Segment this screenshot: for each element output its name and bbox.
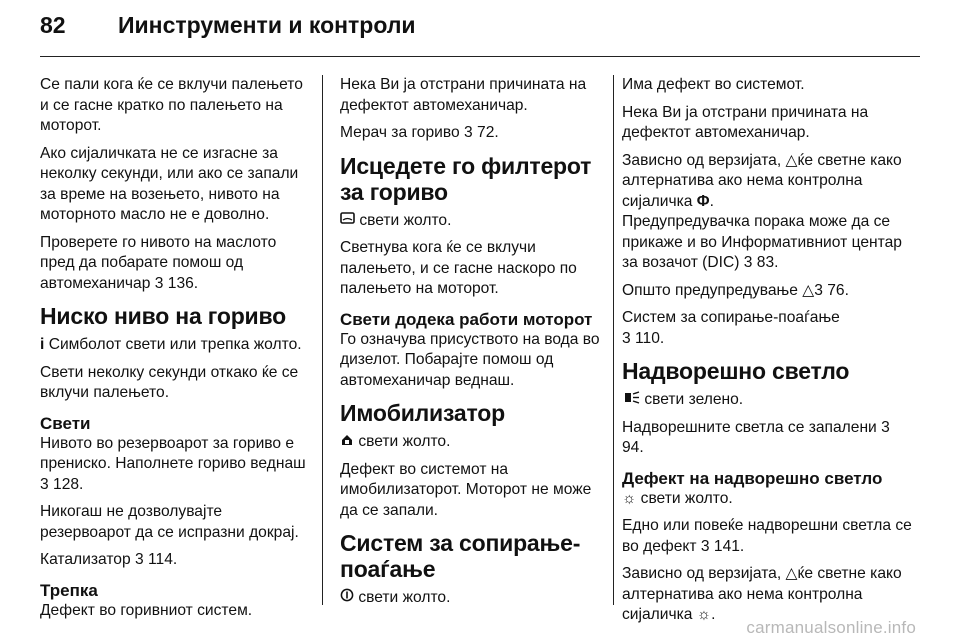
watermark: carmanualsonline.info [746,618,916,637]
page-ref-icon: 3 [743,254,753,271]
paragraph: Зависно од верзијата, △ќе светне како алтернатива ако нема контролна сијаличка ☼. [622,564,912,626]
section-heading: Надворешно светло [622,358,850,384]
page-ref-icon: 3 [154,274,164,292]
section-heading: Исцедете го филтерот за гориво [340,152,592,205]
subheading: Свети [40,413,91,433]
exterior-light-icon [622,390,640,411]
warning-triangle-icon: △ [802,281,815,299]
page-title: Иинструменти и контроли [118,12,416,38]
paragraph: Нека Ви ја отстрани причината на дефектот автомеханичар. [340,76,587,114]
paragraph: ☼ свети жолто. [622,489,912,510]
section-heading: Ниско ниво на гориво [40,303,286,329]
column-divider [322,75,323,605]
paragraph: свети жолто. [340,588,606,609]
paragraph: Нека Ви ја отстрани причината на дефектот автомеханичар. [622,103,869,141]
section-heading: Имобилизатор [340,400,505,426]
paragraph: свети зелено. [622,390,912,411]
page-ref-icon: 3 [135,551,144,568]
paragraph: Се пали кога ќе се вклучи палењето и се гасне кратко по палењето на моторот. [40,76,303,134]
paragraph: Систем за сопирање-поаѓање 3 110. [622,309,840,347]
paragraph: Никогаш не дозволувајте резервоарот да се испразни докрај. [40,503,299,541]
warning-triangle-icon: △ [785,151,798,169]
paragraph: Свети неколку секунди откако ќе се вклучи палењето. [40,363,299,401]
paragraph: Надворешните светла се запалени 3 94. [622,418,890,456]
paragraph: Проверете го нивото на маслото пред да побарате помош од автомеханичар 3 136. [40,233,277,292]
header-rule [40,56,920,57]
subheading: Дефект на надворешно светло [622,468,883,488]
subheading: Трепка [40,580,98,600]
page-ref-icon: 3 [881,418,890,436]
fuel-icon: i [40,336,45,353]
light-fault-icon: ☼ [622,489,637,507]
paragraph: Ако сијаличката не се изгасне за неколку секунди, или ако се запали за време на возењето, нивото на моторното масло не е доволно. [40,144,299,223]
column-3 [622,75,912,642]
warning-triangle-icon: △ [785,565,798,582]
subheading: Свети додека работи моторот [340,309,593,329]
immobilizer-icon [340,432,354,453]
paragraph: i Симболот свети или трепка жолто. [40,335,308,356]
paragraph: свети жолто. [340,211,606,232]
column-2 [340,75,606,642]
paragraph: Светнува кога ќе се вклучи палењето, и се гасне наскоро по палењето на моторот. [340,239,577,297]
paragraph: Дефект во системот на имобилизаторот. Моторот не може да се запали. [340,460,592,519]
paragraph: Дефект во горивниот систем. [40,601,253,619]
paragraph: Едно или повеќе надворешни светла се во дефект 3 141. [622,517,912,555]
page-number: 82 [40,12,66,38]
section-heading: Систем за сопирање-поаѓање [340,530,581,582]
paragraph: Мерач за гориво 3 72. [340,124,499,141]
paragraph: Нивото во резервоарот за гориво е прениско. Наполнете гориво веднаш 3 128. [40,434,306,493]
light-fault-icon: ☼ [696,606,712,623]
fuel-filter-icon [340,211,355,232]
page-ref-icon: 3 [622,329,631,347]
page-ref-icon: 3 [814,281,823,299]
paragraph: Катализатор 3 114. [40,551,178,568]
brake-system-icon [340,588,354,609]
paragraph: Предупредувачка порака може да се прикаже и во Информативниот центар за возачот (DIC) 3 83. [622,213,902,271]
column-1 [40,75,308,642]
paragraph: Го означува присуството на вода во дизелот. Побарајте помош од автомеханичар веднаш. [340,330,600,389]
brake-system-icon: Φ [696,192,710,210]
column-divider [613,75,614,605]
paragraph: Општо предупредување △3 76. [622,281,849,299]
page-header [0,0,960,60]
page-ref-icon: 3 [40,475,49,493]
page-ref-icon: 3 [463,124,473,141]
paragraph: Зависно од верзијата, △ќе светне како алтернатива ако нема контролна сијаличка Φ. [622,151,912,213]
paragraph: свети жолто. [340,432,606,453]
paragraph: Има дефект во системот. [622,76,805,93]
page-ref-icon: 3 [700,537,710,555]
